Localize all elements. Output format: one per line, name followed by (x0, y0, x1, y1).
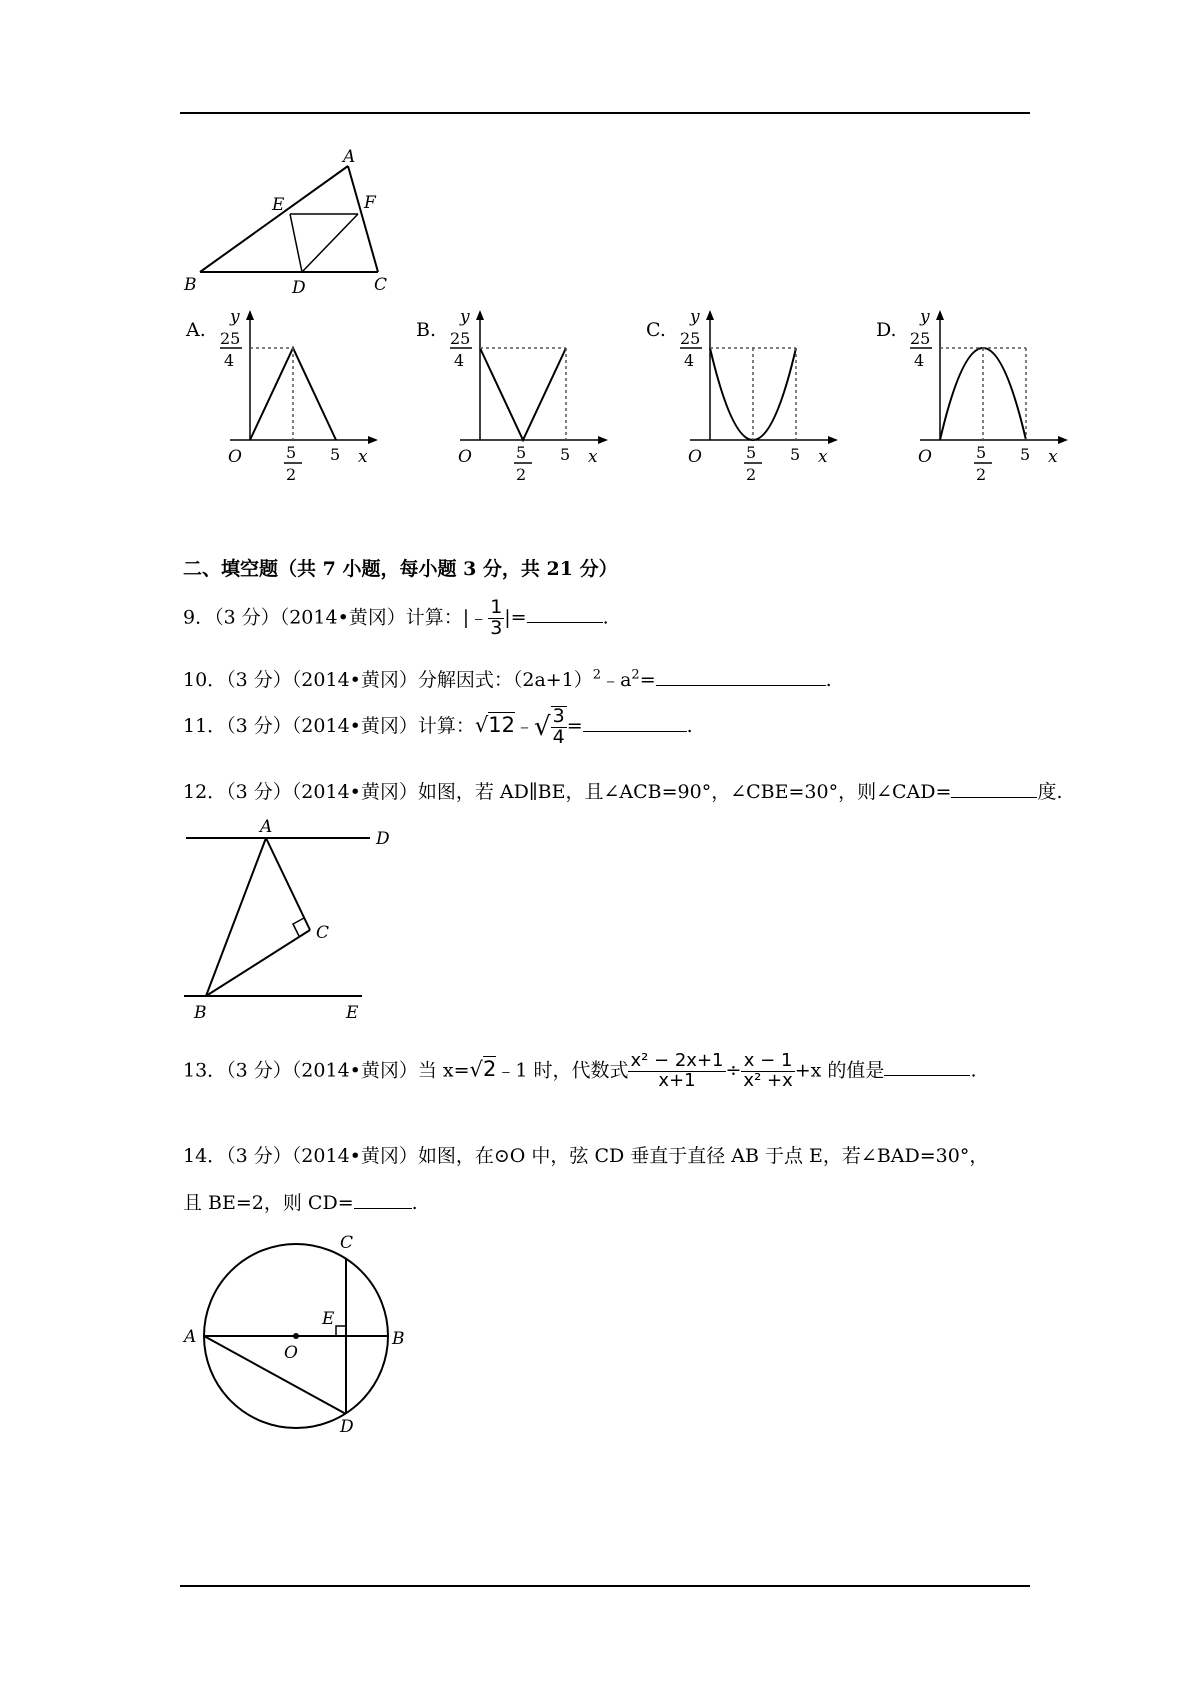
q11-sqrt2: √ (534, 711, 551, 742)
q10-prefix: 10．（3 分）（2014•黄冈）分解因式：（2a+1） (183, 669, 593, 691)
label-o: O (284, 1343, 298, 1363)
q13-f2-num: x − 1 (741, 1052, 794, 1072)
x-axis-label: x (358, 447, 368, 467)
q11-rad1: 12 (488, 712, 515, 737)
y-axis-label: y (920, 308, 930, 327)
y-axis-label: y (460, 308, 470, 327)
label-b: B (392, 1329, 405, 1349)
question-14-line-1 (183, 1141, 988, 1168)
ytick-num: 25 (680, 329, 701, 348)
q14-answer-blank[interactable] (354, 1190, 412, 1209)
q13-f1-den: x+1 (658, 1069, 696, 1091)
y-axis-label: y (690, 308, 700, 327)
label-d: D (376, 829, 390, 849)
q13-prefix: 13．（3 分）（2014•黄冈）当 x= (183, 1059, 470, 1082)
x-axis-label: x (588, 447, 598, 467)
option-graph-c (640, 308, 870, 488)
xtick-den: 2 (746, 465, 757, 484)
q13-rad: 2 (482, 1057, 497, 1082)
xtick-den: 2 (976, 465, 987, 484)
figure-triangle-abc (180, 148, 400, 298)
ytick-den: 4 (914, 351, 925, 370)
xtick-num: 5 (516, 443, 527, 462)
q14-line1: 14．（3 分）（2014•黄冈）如图，在⊙O 中，弦 CD 垂直于直径 AB 于点 E，若∠BAD=30°， (183, 1145, 989, 1167)
q9-end: . (602, 606, 609, 629)
label-e: E (322, 1309, 335, 1329)
label-d: D (340, 1417, 354, 1437)
q13-fraction-2 (741, 1052, 794, 1091)
q10-sup1: 2 (592, 667, 602, 683)
label-a: A (184, 1327, 197, 1347)
xtick-num: 5 (976, 443, 987, 462)
xtick-end: 5 (1020, 445, 1031, 464)
ytick-num: 25 (910, 329, 931, 348)
q13-f1-num: x² − 2x+1 (630, 1050, 724, 1071)
q13-fraction-1 (628, 1052, 725, 1091)
q14-end: . (411, 1192, 418, 1214)
q9-num: 1 (490, 596, 503, 618)
figure-q14-circle (180, 1228, 420, 1438)
question-13 (183, 1052, 976, 1091)
label-a: A (343, 148, 356, 167)
q13-end: . (970, 1059, 977, 1082)
q13-after-rad: ﹣1 时，代数式 (496, 1059, 629, 1082)
question-14-line-2 (183, 1188, 418, 1215)
figure-q12 (180, 818, 400, 1028)
label-c: C (374, 275, 388, 295)
q13-plus: +x 的值是 (794, 1059, 885, 1082)
label-e: E (272, 195, 285, 215)
label-c: C (340, 1233, 354, 1253)
q10-answer-blank[interactable] (656, 667, 826, 686)
q9-den: 3 (490, 616, 503, 639)
q10-mid: ﹣a (601, 669, 632, 691)
option-label: D. (876, 319, 897, 341)
q9-fraction (488, 598, 504, 639)
q14-line2: 且 BE=2，则 CD= (183, 1192, 354, 1214)
ytick-den: 4 (684, 351, 695, 370)
ytick-den: 4 (224, 351, 235, 370)
ytick-num: 25 (450, 329, 471, 348)
label-d: D (292, 278, 306, 298)
option-label: B. (416, 319, 437, 341)
q12-end: 度. (1037, 781, 1063, 803)
q11-end: . (686, 714, 693, 737)
q11-den: 4 (552, 725, 565, 748)
q9-prefix: 9．（3 分）（2014•黄冈）计算：|﹣ (183, 606, 489, 629)
q11-answer-blank[interactable] (583, 713, 687, 732)
q9-answer-blank[interactable] (527, 604, 603, 623)
x-axis-label: x (1048, 447, 1058, 467)
xtick-num: 5 (286, 443, 297, 462)
origin-label: O (458, 447, 472, 467)
option-graph-b (410, 308, 640, 488)
q12-text: 12．（3 分）（2014•黄冈）如图，若 AD∥BE，且∠ACB=90°，∠CBE=30°，则∠CAD= (183, 781, 952, 803)
origin-label: O (228, 447, 242, 467)
q13-f2-den: x² +x (743, 1069, 793, 1091)
q13-answer-blank[interactable] (884, 1057, 970, 1076)
label-b: B (184, 275, 197, 295)
x-axis-label: x (818, 447, 828, 467)
q11-eq: = (566, 714, 583, 737)
q9-suffix: |= (504, 606, 527, 629)
q10-sup2: 2 (631, 667, 640, 683)
origin-label: O (688, 447, 702, 467)
q11-sqrt1: √12 (474, 712, 515, 737)
xtick-end: 5 (560, 445, 571, 464)
origin-label: O (918, 447, 932, 467)
label-e: E (346, 1003, 359, 1023)
label-c: C (316, 923, 330, 943)
header-rule (180, 112, 1030, 114)
q11-minus: ﹣ (515, 714, 535, 737)
xtick-den: 2 (286, 465, 297, 484)
q12-answer-blank[interactable] (951, 779, 1037, 798)
q11-prefix: 11．（3 分）（2014•黄冈）计算： (183, 714, 475, 737)
y-axis-label: y (230, 308, 240, 327)
q10-end: . (825, 669, 832, 691)
option-label: A. (186, 319, 206, 341)
question-11 (183, 706, 693, 748)
ytick-den: 4 (454, 351, 465, 370)
option-label: C. (646, 319, 666, 341)
label-b: B (194, 1003, 207, 1023)
question-10 (183, 665, 832, 692)
ytick-num: 25 (220, 329, 241, 348)
footer-rule (180, 1585, 1030, 1587)
q13-sqrt: √2 (469, 1057, 497, 1082)
label-f: F (364, 193, 376, 213)
question-12 (183, 777, 1062, 804)
xtick-den: 2 (516, 465, 527, 484)
q11-num: 3 (552, 705, 565, 727)
xtick-end: 5 (790, 445, 801, 464)
q11-fraction (551, 706, 567, 748)
q10-eq: = (639, 669, 656, 691)
xtick-num: 5 (746, 443, 757, 462)
section-title: 二、填空题（共 7 小题，每小题 3 分，共 21 分） (183, 558, 618, 580)
q13-div: ÷ (725, 1059, 742, 1082)
label-a: A (260, 818, 273, 837)
option-graph-d (870, 308, 1100, 488)
xtick-end: 5 (330, 445, 341, 464)
question-9 (183, 598, 609, 639)
option-graph-a (180, 308, 410, 488)
